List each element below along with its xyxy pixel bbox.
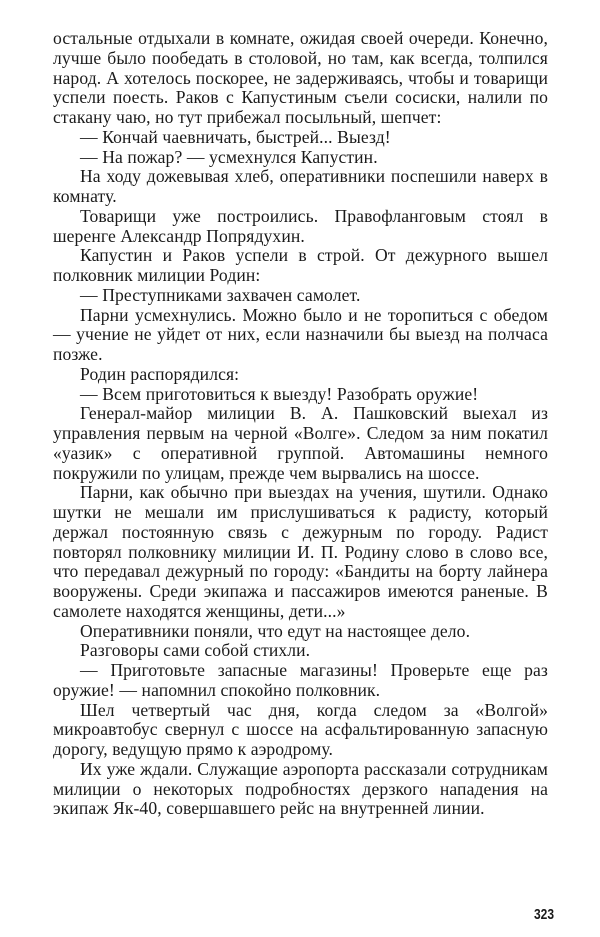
paragraph: Их уже ждали. Служащие аэропорта рассказали сотрудникам милиции о некоторых подробностях дерзкого нападения на экипаж Як-40, совершавшего рейс на внутренней линии. — [53, 758, 548, 819]
paragraph: Шел четвертый час дня, когда следом за «Волгой» микроавтобус свернул с шоссе на асфальтированную запасную дорогу, ведущую прямо к аэродрому. — [53, 699, 548, 759]
paragraph-continuation: остальные отдыхали в комнате, ожидая своей очереди. Конечно, лучше было пообедать в столовой, но там, как всегда, толпился народ. А хотелось поскорее, не задерживаясь, чтобы и товарищи успели поесть. Раков с Капустиным съели сосиски, налили по стакану чаю, но тут прибежал посыльный, шепчет: — [53, 28, 548, 127]
paragraph: На ходу дожевывая хлеб, оперативники поспешили наверх в комнату. — [53, 166, 548, 206]
paragraph-dialogue: — На пожар? — усмехнулся Капустин. — [80, 146, 378, 167]
paragraph: Родин распорядился: — [80, 363, 240, 384]
paragraph: Генерал-майор милиции В. А. Пашковский выехал из управления первым на черной «Волге». Следом за ним покатил «уазик» с оперативной группой. Автомашины немного покружили по улицам, прежде чем вырвались на шоссе. — [53, 403, 548, 483]
paragraph: Парни усмехнулись. Можно было и не торопиться с обедом — учение не уйдет от них, если назначили бы выезд на полчаса позже. — [53, 304, 548, 364]
page-text — [53, 29, 548, 819]
paragraph: Разговоры сами собой стихли. — [80, 640, 311, 661]
paragraph: Парни, как обычно при выездах на учения, шутили. Однако шутки не мешали им прислушиваться к радисту, который держал постоянную связь с дежурным по городу. Радист повторял полковнику милиции И. П. Родину слово в слово все, что передавал дежурный по городу: «Бандиты на борту лайнера вооружены. Среди экипажа и пассажиров имеются раненые. В самолете находятся женщины, дети...» — [53, 482, 548, 621]
paragraph-dialogue: — Приготовьте запасные магазины! Проверьте еще раз оружие! — напомнил спокойно полковник. — [53, 660, 548, 700]
paragraph: Капустин и Раков успели в строй. От дежурного вышел полковник милиции Родин: — [53, 245, 548, 285]
paragraph-dialogue: — Преступниками захвачен самолет. — [80, 284, 361, 305]
paragraph: Товарищи уже построились. Правофланговым стоял в шеренге Александр Попрядухин. — [53, 205, 548, 246]
paragraph-dialogue: — Кончай чаевничать, быстрей... Выезд! — [80, 126, 391, 147]
paragraph-dialogue: — Всем приготовиться к выезду! Разобрать оружие! — [80, 383, 479, 404]
paragraph: Оперативники поняли, что едут на настоящее дело. — [80, 620, 471, 641]
page-number: 323 — [533, 906, 554, 923]
